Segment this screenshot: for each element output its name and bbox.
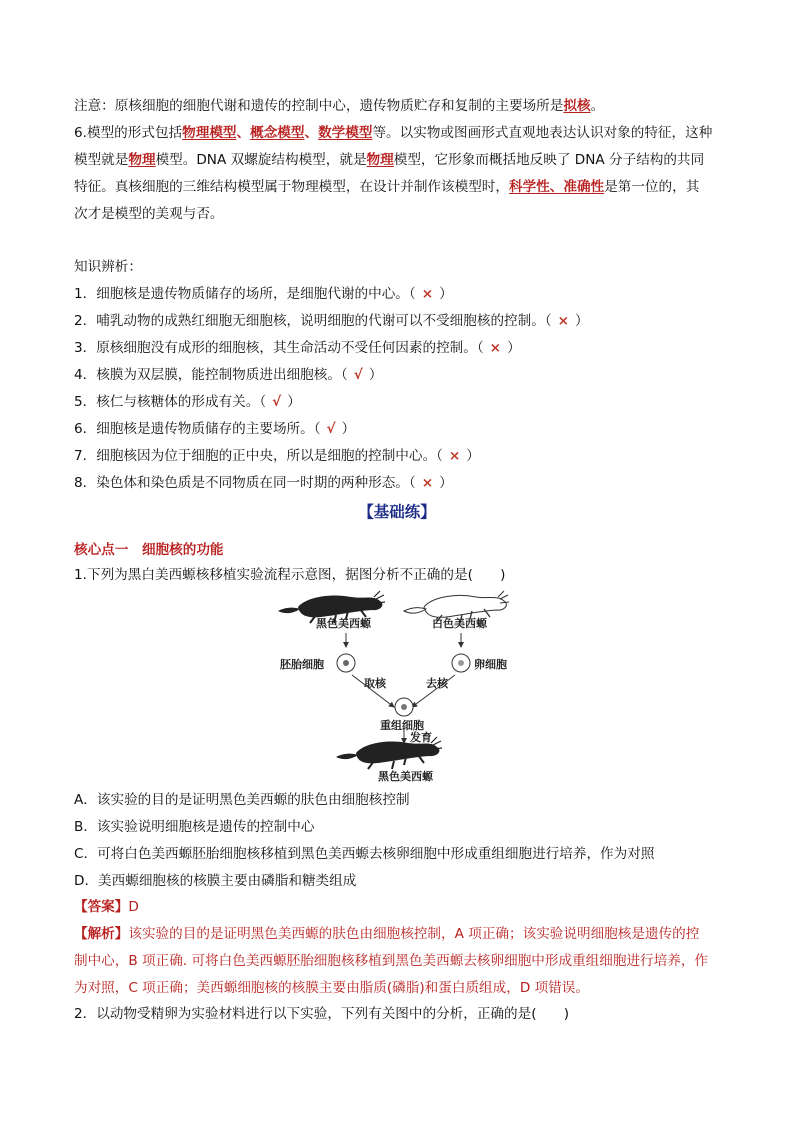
term-scientific-accuracy: 科学性、准确性 [509,179,605,195]
recombinant-cell-icon [395,698,413,716]
discrimination-item: 6．细胞核是遗传物质储存的主要场所。（ √ ） [74,421,356,437]
discrimination-item: 4．核膜为双层膜，能控制物质进出细胞核。（ √ ） [74,367,383,383]
label-egg-cell: 卵细胞 [474,658,507,671]
term-concept-model: 概念模型 [250,125,305,141]
note-text: 注意：原核细胞的细胞代谢和遗传的控制中心，遗传物质贮存和复制的主要场所是 [74,98,564,114]
axolotl-nuclear-transfer-diagram [276,585,516,785]
label-black-axolotl: 黑色美西螈 [316,617,371,630]
option-c: C．可将白色美西螈胚胎细胞核移植到黑色美西螈去核卵细胞中形成重组细胞进行培养，作为对照 [74,846,655,862]
note-term: 拟核 [563,98,591,114]
check-mark: √ [326,421,336,437]
label-develop: 发育 [410,731,432,744]
question1-stem: 1.下列为黑白美西螈核移植实验流程示意图，据图分析不正确的是( ) [74,567,506,583]
item6-line1: 6.模型的形式包括物理模型、概念模型、数学模型等。以实物或图画形式直观地表达认识对象的特征，这种 [74,125,713,141]
label-remove-nucleus: 去核 [426,677,448,690]
cross-mark: × [448,448,461,464]
discrimination-item: 1．细胞核是遗传物质储存的场所，是细胞代谢的中心。（ × ） [74,286,453,302]
check-mark: √ [353,367,363,383]
cross-mark: × [557,313,570,329]
egg-cell-icon [452,654,470,672]
option-a: A．该实验的目的是证明黑色美西螈的肤色由细胞核控制 [74,792,410,808]
check-mark: √ [272,394,282,410]
item6-line4: 次才是模型的美观与否。 [74,206,224,222]
item6-line2: 模型就是物理模型。DNA 双螺旋结构模型，就是物理模型，它形象而概括地反映了 DNA 分子结构的共同 [74,152,705,168]
discrimination-item: 7．细胞核因为位于细胞的正中央，所以是细胞的控制中心。（ × ） [74,448,480,464]
discrimination-item: 3．原核细胞没有成形的细胞核，其生命活动不受任何因素的控制。（ × ） [74,340,521,356]
label-take-nucleus: 取核 [364,677,386,690]
label-embryo-cell: 胚胎细胞 [280,658,324,671]
label-result-axolotl: 黑色美西螈 [378,770,433,783]
label-white-axolotl: 白色美西螈 [432,617,487,630]
discrimination-item: 5．核仁与核糖体的形成有关。（ √ ） [74,394,301,410]
core-point-heading: 核心点一 细胞核的功能 [74,542,224,558]
answer-line: 【答案】D [74,899,139,915]
discrimination-item: 8．染色体和染色质是不同物质在同一时期的两种形态。（ × ） [74,475,453,491]
cross-mark: × [421,286,434,302]
question2-stem: 2．以动物受精卵为实验材料进行以下实验，下列有关图中的分析，正确的是( ) [74,1006,570,1022]
section-title: 【基础练】 [358,503,436,521]
analysis-line1: 【解析】该实验的目的是证明黑色美西螈的肤色由细胞核控制，A 项正确；该实验说明细胞核是遗传的控 [74,926,700,942]
option-d: D．美西螈细胞核的核膜主要由磷脂和糖类组成 [74,873,357,889]
cross-mark: × [421,475,434,491]
discrimination-title: 知识辨析： [74,259,142,275]
answer-value: D [128,899,139,915]
term-physical-model: 物理模型 [182,125,237,141]
cross-mark: × [489,340,502,356]
option-b: B．该实验说明细胞核是遗传的控制中心 [74,819,315,835]
discrimination-item: 2．哺乳动物的成熟红细胞无细胞核，说明细胞的代谢可以不受细胞核的控制。（ × ） [74,313,589,329]
analysis-line3: 为对照，C 项正确；美西螈细胞核的核膜主要由脂质(磷脂)和蛋白质组成，D 项错误。 [74,980,589,996]
analysis-line2: 制中心，B 项正确. 可将白色美西螈胚胎细胞核移植到黑色美西螈去核卵细胞中形成重组细胞进行培养，作 [74,953,709,969]
term-math-model: 数学模型 [318,125,373,141]
label-recombinant-cell: 重组细胞 [380,719,424,732]
note-line: 注意：原核细胞的细胞代谢和遗传的控制中心，遗传物质贮存和复制的主要场所是拟核。 [74,98,605,114]
item6-line3: 特征。真核细胞的三维结构模型属于物理模型，在设计并制作该模型时，科学性、准确性是第一位的，其 [74,179,700,195]
embryo-cell-icon [337,654,355,672]
